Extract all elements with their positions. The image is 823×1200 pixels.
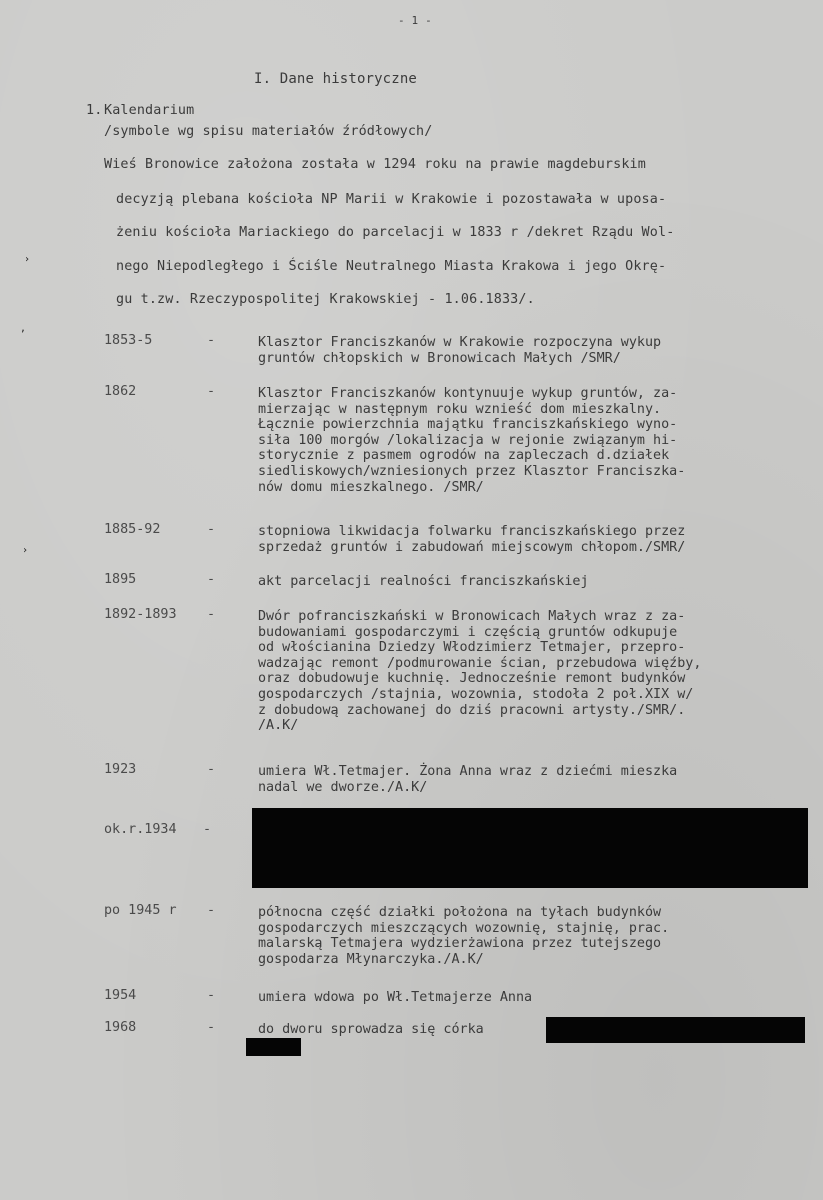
entry-date: 1862: [104, 384, 137, 399]
entry-dash: -: [207, 572, 216, 587]
entry-date: 1853-5: [104, 333, 153, 348]
entry-dash: -: [207, 384, 216, 399]
redaction-block: [546, 1017, 805, 1043]
entry-dash: -: [207, 607, 216, 622]
entry-text: do dworu sprowadza się córka: [258, 1022, 484, 1037]
entry-date: 1885-92: [104, 522, 161, 537]
entry-date: po 1945 r: [104, 903, 177, 918]
entry-text: akt parcelacji realności franciszkańskiej: [258, 574, 589, 589]
redaction-block: [252, 808, 808, 888]
entry-date: 1968: [104, 1020, 137, 1035]
margin-mark: ›: [22, 545, 29, 556]
section-title: I. Dane historyczne: [254, 71, 417, 87]
entry-dash: -: [207, 522, 216, 537]
entry-text: umiera Wł.Tetmajer. Żona Anna wraz z dziećmi mieszka nadal we dworze./A.K/: [258, 764, 678, 795]
entry-date: 1892-1893: [104, 607, 177, 622]
entry-text: północna część działki położona na tyłach budynków gospodarczych mieszczących wozownię, stajnię, prac. malarską Tetmajera wydzierżawiona przez tutejszego gospodarza Młynarczyka./A.K/: [258, 905, 670, 967]
margin-mark: ›: [24, 254, 31, 265]
entry-text: Dwór pofranciszkański w Bronowicach Małych wraz z za- budowaniami gospodarczymi i częścią gruntów odkupuje od włościanina Dziedzy Włodzimierz Tetmajer, przepro- wadzając remont /podmurowanie ścian, przebudowa więźby, oraz dobudowuje kuchnię. Jednocześnie remont budynków gospodarczych /stajnia, wozownia, stodoła 2 poł.XIX w/ z dobudową zachowanej do dziś pracowni artysty./SMR/. /A.K/: [258, 609, 702, 734]
entry-dash: -: [207, 333, 216, 348]
entry-date: 1895: [104, 572, 137, 587]
entry-text: umiera wdowa po Wł.Tetmajerze Anna: [258, 990, 533, 1005]
subsection-note: /symbole wg spisu materiałów źródłowych/: [104, 124, 433, 139]
intro-line: gu t.zw. Rzeczypospolitej Krakowskiej - 1.06.1833/.: [116, 292, 535, 307]
entry-dash: -: [203, 822, 212, 837]
entry-dash: -: [207, 988, 216, 1003]
intro-line: nego Niepodległego i Ściśle Neutralnego Miasta Krakowa i jego Okrę-: [116, 259, 667, 274]
intro-line: Wieś Bronowice założona została w 1294 roku na prawie magdeburskim: [104, 157, 646, 172]
subsection-title: Kalendarium: [104, 103, 195, 118]
entry-dash: -: [207, 762, 216, 777]
redaction-block: [246, 1038, 301, 1056]
entry-date: ok.r.1934: [104, 822, 177, 837]
entry-text: Klasztor Franciszkanów kontynuuje wykup gruntów, za- mierzając w następnym roku wznieść dom mieszkalny. Łącznie powierzchnia majątku franciszkańskiego wyno- siła 100 morgów /lokalizacja w rejonie związanym hi- storycznie z pasmem ogrodów na zapleczach d.działek siedliskowych/wzniesionych przez Klasztor Franciszka- nów domu mieszkalnego. /SMR/: [258, 386, 686, 495]
entry-dash: -: [207, 903, 216, 918]
entry-date: 1923: [104, 762, 137, 777]
subsection-marker: 1.: [86, 103, 103, 118]
entry-dash: -: [207, 1020, 216, 1035]
page-number: - 1 -: [398, 14, 432, 27]
entry-date: 1954: [104, 988, 137, 1003]
margin-mark: ,: [20, 323, 27, 334]
intro-line: decyzją plebana kościoła NP Marii w Krakowie i pozostawała w uposa-: [116, 192, 667, 207]
intro-line: żeniu kościoła Mariackiego do parcelacji w 1833 r /dekret Rządu Wol-: [116, 225, 675, 240]
entry-text: stopniowa likwidacja folwarku franciszkańskiego przez sprzedaż gruntów i zabudowań miejscowym chłopom./SMR/: [258, 524, 686, 555]
entry-text: Klasztor Franciszkanów w Krakowie rozpoczyna wykup gruntów chłopskich w Bronowicach Małych /SMR/: [258, 335, 662, 366]
